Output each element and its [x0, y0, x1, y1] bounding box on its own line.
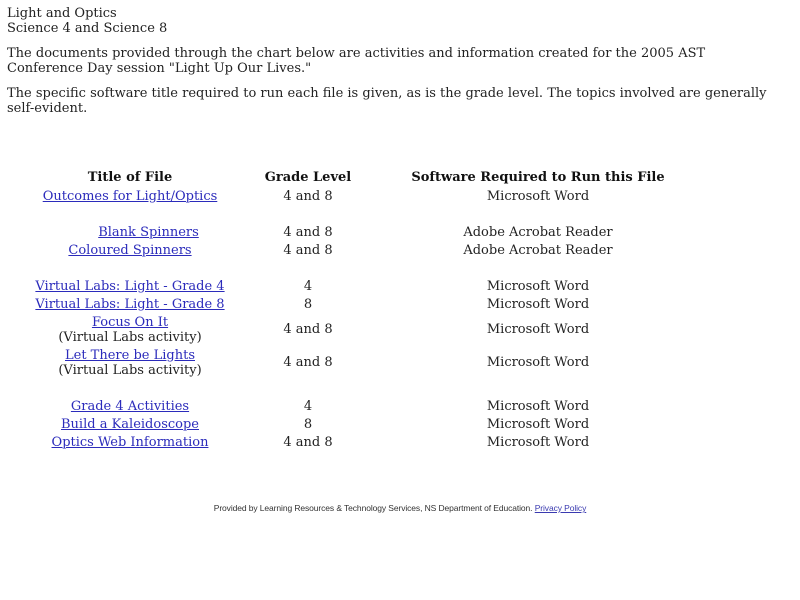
grade-cell: 4 and 8 — [283, 188, 333, 204]
table-spacer-row — [27, 259, 693, 277]
intro-paragraph-2: The specific software title required to run each file is given, as is the grade level. The topics involved are generally self-evident. — [7, 86, 767, 116]
file-note: (Virtual Labs activity) — [58, 329, 202, 345]
privacy-policy-link[interactable]: Privacy Policy — [534, 503, 587, 513]
software-cell: Microsoft Word — [486, 434, 590, 450]
page-footer — [0, 501, 800, 516]
grade-cell: 4 and 8 — [283, 434, 333, 450]
footer-credit: Provided by Learning Resources & Technology Services, NS Department of Education. — [213, 503, 535, 513]
file-link-focus-on-it[interactable]: Focus On It — [91, 314, 169, 330]
page-content — [0, 0, 800, 116]
table-row — [27, 313, 693, 346]
table-row — [27, 241, 693, 259]
software-cell: Microsoft Word — [486, 278, 590, 294]
file-link-optics-web-information[interactable]: Optics Web Information — [51, 434, 209, 450]
file-link-outcomes[interactable]: Outcomes for Light/Optics — [42, 188, 218, 204]
table-row — [27, 433, 693, 451]
grade-cell: 4 and 8 — [283, 322, 333, 337]
table-row — [27, 397, 693, 415]
grade-cell: 4 and 8 — [283, 355, 333, 370]
table-row — [27, 187, 693, 205]
file-note: (Virtual Labs activity) — [58, 362, 202, 378]
intro-paragraph-1: The documents provided through the chart below are activities and information created for the 2005 AST Conference Day session "Light Up Our Lives." — [7, 46, 706, 76]
table-row — [27, 223, 693, 241]
software-cell: Microsoft Word — [486, 416, 590, 432]
file-link-coloured-spinners[interactable]: Coloured Spinners — [68, 242, 192, 258]
grade-cell: 4 — [303, 398, 313, 414]
table-spacer-row — [27, 379, 693, 397]
table-row — [27, 277, 693, 295]
software-cell: Adobe Acrobat Reader — [463, 224, 613, 240]
grade-cell: 8 — [303, 416, 313, 432]
column-header-title: Title of File — [87, 170, 173, 185]
file-link-let-there-be-lights[interactable]: Let There be Lights — [65, 347, 195, 363]
grade-cell: 4 and 8 — [283, 242, 333, 258]
table-header-row — [27, 169, 693, 187]
software-cell: Microsoft Word — [486, 355, 590, 370]
software-cell: Microsoft Word — [486, 322, 590, 337]
software-cell: Microsoft Word — [486, 188, 590, 204]
page-title: Light and Optics — [7, 6, 117, 21]
table-row — [27, 295, 693, 313]
grade-cell: 4 — [303, 278, 313, 294]
table-spacer-row — [27, 205, 693, 223]
file-link-virtual-labs-grade-8[interactable]: Virtual Labs: Light - Grade 8 — [35, 296, 225, 312]
column-header-grade: Grade Level — [264, 170, 352, 185]
software-cell: Microsoft Word — [486, 398, 590, 414]
table-row — [27, 346, 693, 379]
file-link-build-kaleidoscope[interactable]: Build a Kaleidoscope — [61, 416, 199, 432]
grade-cell: 8 — [303, 296, 313, 312]
files-table — [27, 169, 693, 451]
software-cell: Adobe Acrobat Reader — [463, 242, 613, 258]
file-link-blank-spinners[interactable]: Blank Spinners — [98, 224, 199, 240]
file-link-grade-4-activities[interactable]: Grade 4 Activities — [70, 398, 190, 414]
column-header-software: Software Required to Run this File — [411, 170, 665, 185]
grade-cell: 4 and 8 — [283, 224, 333, 240]
software-cell: Microsoft Word — [486, 296, 590, 312]
file-link-virtual-labs-grade-4[interactable]: Virtual Labs: Light - Grade 4 — [35, 278, 225, 294]
page-subtitle: Science 4 and Science 8 — [7, 21, 168, 36]
table-row — [27, 415, 693, 433]
